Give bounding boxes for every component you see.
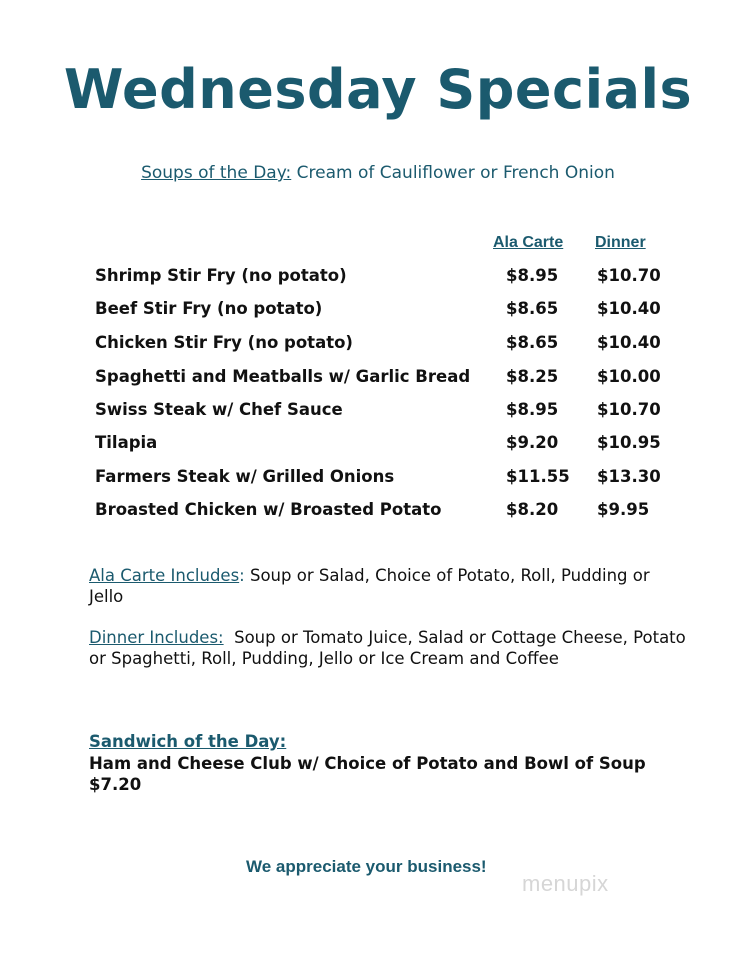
menu-item-ala-carte-price: $8.95 (506, 266, 559, 285)
menu-item (0, 467, 756, 491)
sandwich-price: $7.20 (89, 775, 142, 794)
menu-item-dinner-price: $10.40 (597, 333, 661, 352)
menu-item-name: Tilapia (95, 433, 158, 452)
ala-carte-includes-label: Ala Carte Includes (89, 566, 240, 585)
footer-message: We appreciate your business! (246, 857, 487, 876)
menu-item-name: Shrimp Stir Fry (no potato) (95, 266, 347, 285)
sandwich-name: Ham and Cheese Club w/ Choice of Potato and Bowl of Soup (89, 754, 646, 773)
menu-item-name: Beef Stir Fry (no potato) (95, 299, 323, 318)
ala-carte-includes-text: Soup or Salad, Choice of Potato, Roll, Pudding or Jello (89, 566, 650, 606)
sandwich-of-the-day-label: Sandwich of the Day: (89, 732, 287, 751)
menu-item-dinner-price: $10.70 (597, 400, 661, 419)
sandwich-of-the-day (89, 753, 646, 795)
dinner-includes (89, 627, 689, 669)
menu-item-name: Broasted Chicken w/ Broasted Potato (95, 500, 442, 519)
soups-text: Cream of Cauliflower or French Onion (296, 163, 615, 183)
menu-item-dinner-price: $10.95 (597, 433, 661, 452)
menu-item (0, 433, 756, 457)
menu-item (0, 400, 756, 424)
menu-item-dinner-price: $13.30 (597, 467, 661, 486)
menu-item-ala-carte-price: $8.25 (506, 367, 559, 386)
menu-item-name: Farmers Steak w/ Grilled Onions (95, 467, 395, 486)
menu-item-dinner-price: $9.95 (597, 500, 650, 519)
menu-item-ala-carte-price: $8.95 (506, 400, 559, 419)
menu-item (0, 333, 756, 357)
column-header-dinner: Dinner (595, 234, 646, 251)
menu-item-name: Swiss Steak w/ Chef Sauce (95, 400, 343, 419)
menu-item-name: Chicken Stir Fry (no potato) (95, 333, 353, 352)
menu-item (0, 299, 756, 323)
menu-item (0, 500, 756, 524)
menu-item-dinner-price: $10.00 (597, 367, 661, 386)
dinner-includes-label: Dinner Includes: (89, 628, 224, 647)
soups-label: Soups of the Day: (141, 163, 292, 183)
menu-item-dinner-price: $10.70 (597, 266, 661, 285)
menu-item-name: Spaghetti and Meatballs w/ Garlic Bread (95, 367, 471, 386)
menu-item-ala-carte-price: $8.20 (506, 500, 559, 519)
menu-item-ala-carte-price: $8.65 (506, 333, 559, 352)
column-header-ala-carte: Ala Carte (493, 234, 564, 251)
menu-item (0, 266, 756, 290)
menu-item-ala-carte-price: $9.20 (506, 433, 559, 452)
menu-item (0, 367, 756, 391)
ala-carte-includes: Ala Carte Includes: Soup or Salad, Choice of Potato, Roll, Pudding or Jello (89, 566, 650, 606)
menupix-watermark: menupix (522, 871, 609, 896)
menu-item-ala-carte-price: $11.55 (506, 467, 570, 486)
dinner-includes-text: Soup or Tomato Juice, Salad or Cottage Cheese, Potato or Spaghetti, Roll, Pudding, Jello or Ice Cream and Coffee (89, 628, 686, 668)
page-title: Wednesday Specials (63, 58, 693, 121)
soups-of-the-day (0, 163, 756, 183)
menu-item-dinner-price: $10.40 (597, 299, 661, 318)
menu-item-ala-carte-price: $8.65 (506, 299, 559, 318)
